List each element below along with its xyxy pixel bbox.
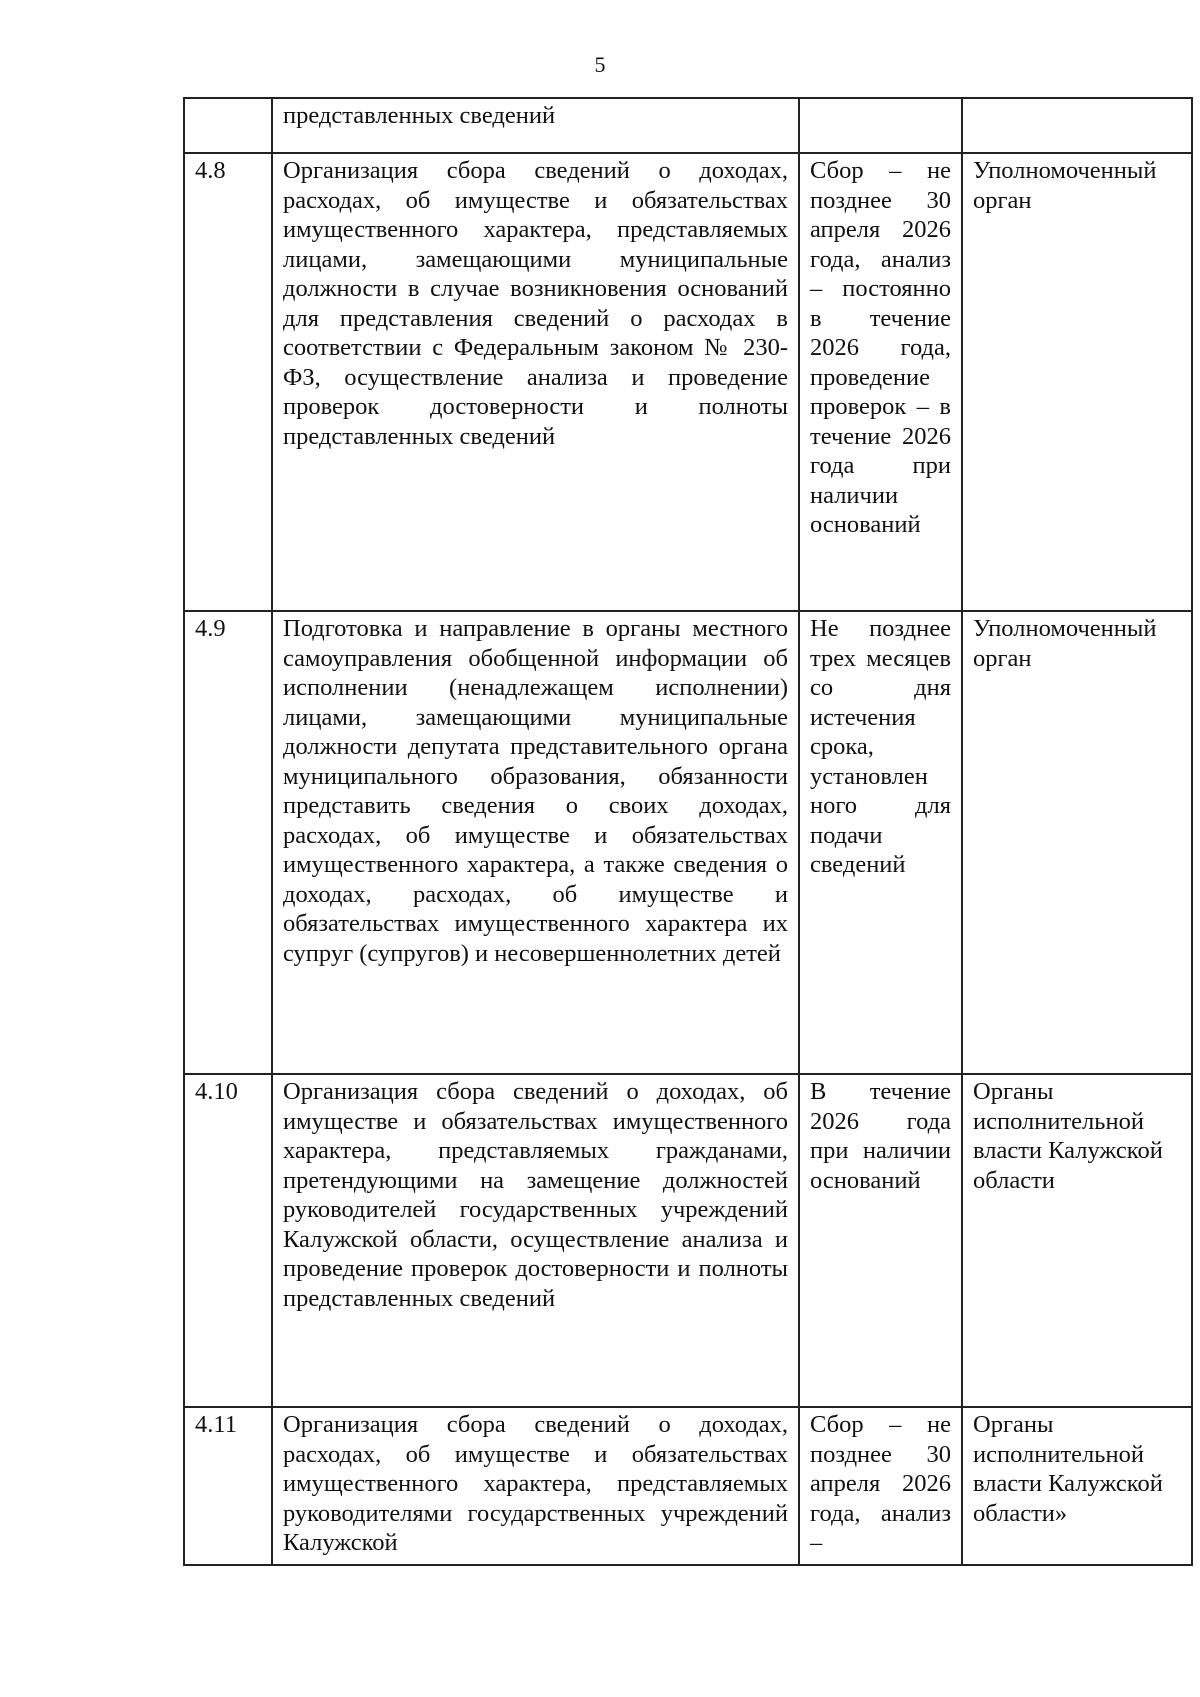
row-executor: Уполномоченный орган [962,611,1192,1074]
table-row [184,611,1192,1074]
row-description: Организация сбора сведений о доходах, об имуществе и обязательствах имущественного характера, представляемых гражданами, претендующими на замещение должностей руководителей государственных учреждений Калужской области, осуществление анализа и проведение проверок достоверности и полноты представленных сведений [272,1074,799,1407]
table-row [184,1074,1192,1407]
row-number: 4.8 [184,153,272,611]
row-executor: Уполномоченный орган [962,153,1192,611]
table-row [184,98,1192,153]
page-number: 5 [594,52,606,77]
activity-plan-table [183,97,1193,1566]
row-executor [962,98,1192,153]
row-term [799,98,962,153]
row-description: Подготовка и направление в органы местного самоуправления обобщенной информации об исполнении (ненадлежащем исполнении) лицами, замещающими муниципальные должности депутата представительного органа муниципального образования, обязанности представить сведения о своих доходах, расходах, об имуществе и обязательствах имущественного характера, а также сведения о доходах, расходах, об имуществе и обязательствах имущественного характера их супруг (супругов) и несовершеннолетних детей [272,611,799,1074]
row-description: представленных сведений [272,98,799,153]
row-description: Организация сбора сведений о доходах, расходах, об имуществе и обязательствах имущественного характера, представляемых лицами, замещающими муниципальные должности в случае возникновения оснований для представления сведений о расходах в соответствии с Федеральным законом № 230-ФЗ, осуществление анализа и проведение проверок достоверности и полноты представленных сведений [272,153,799,611]
row-description: Организация сбора сведений о доходах, расходах, об имуществе и обязательствах имущественного характера, представляемых руководителями государственных учреждений Калужской [272,1407,799,1565]
row-term: Не позднее трех месяцев со дня истечения срока, установлен ного для подачи сведений [799,611,962,1074]
row-term: Сбор – не позднее 30 апреля 2026 года, анализ – постоянно в течение 2026 года, проведение проверок – в течение 2026 года при наличии оснований [799,153,962,611]
row-term: Сбор – не позднее 30 апреля 2026 года, анализ – [799,1407,962,1565]
table-row [184,1407,1192,1565]
row-executor: Органы исполнительной власти Калужской области» [962,1407,1192,1565]
row-number: 4.9 [184,611,272,1074]
row-number: 4.10 [184,1074,272,1407]
row-number [184,98,272,153]
row-number: 4.11 [184,1407,272,1565]
table-row [184,153,1192,611]
row-term: В течение 2026 года при наличии оснований [799,1074,962,1407]
row-executor: Органы исполнительной власти Калужской области [962,1074,1192,1407]
